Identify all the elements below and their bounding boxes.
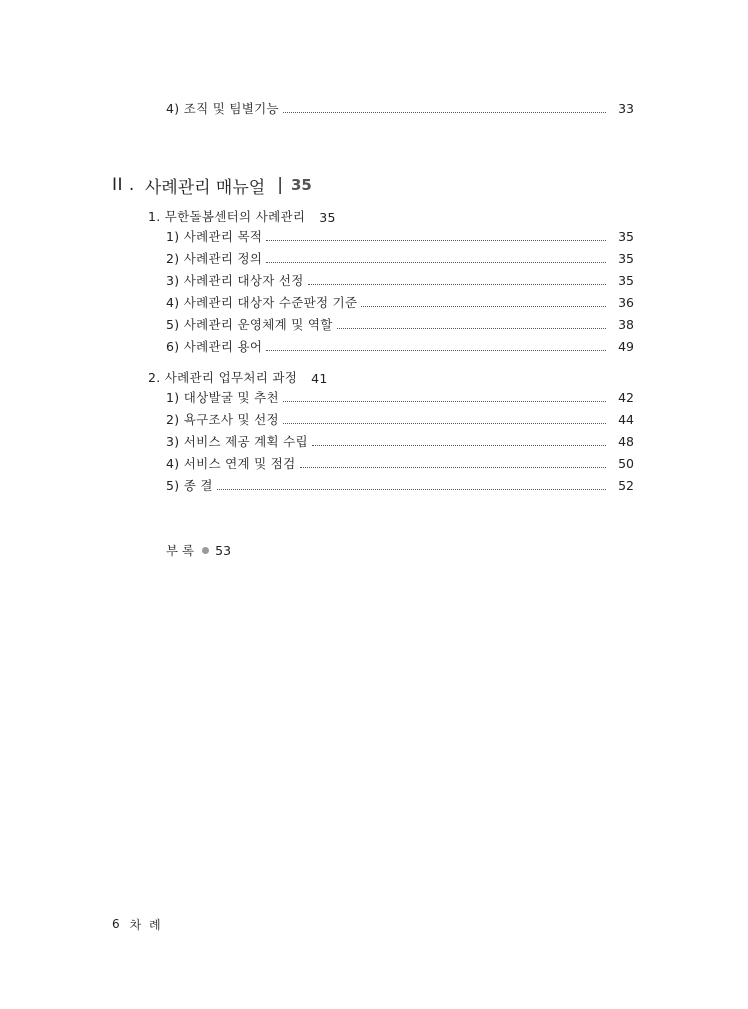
toc-item-page: 35 <box>618 251 634 266</box>
toc-item-label: 5) 종 결 <box>166 478 213 493</box>
section-label: 1. 무한돌봄센터의 사례관리 <box>148 209 306 224</box>
bullet-dot-icon <box>202 547 209 554</box>
toc-item-label: 5) 사례관리 운영체계 및 역할 <box>166 317 333 332</box>
toc-item-page: 35 <box>618 273 634 288</box>
appendix-page: 53 <box>215 542 232 558</box>
toc-item-label: 2) 사례관리 정의 <box>166 251 263 266</box>
toc-item-page: 33 <box>618 101 634 116</box>
toc-item[interactable] <box>166 226 634 246</box>
toc-item[interactable] <box>166 409 634 429</box>
section-heading[interactable] <box>148 205 336 225</box>
toc-item[interactable] <box>166 336 634 356</box>
toc-item-page: 52 <box>618 478 634 493</box>
dot-leader <box>266 262 606 263</box>
dot-leader <box>308 284 606 285</box>
toc-item-label: 4) 사례관리 대상자 수준판정 기준 <box>166 295 358 310</box>
chapter-number: II . <box>112 175 135 195</box>
toc-item-page: 48 <box>618 434 634 449</box>
toc-item[interactable] <box>166 314 634 334</box>
toc-item[interactable] <box>166 387 634 407</box>
toc-item-page: 50 <box>618 456 634 471</box>
appendix-entry[interactable] <box>166 540 231 560</box>
toc-item-page: 49 <box>618 339 634 354</box>
chapter-separator: | <box>277 175 283 195</box>
dot-leader <box>266 240 606 241</box>
section-heading[interactable] <box>148 366 328 386</box>
page-footer <box>112 914 163 934</box>
toc-item-label: 3) 사례관리 대상자 선정 <box>166 273 304 288</box>
dot-leader <box>337 328 606 329</box>
toc-item-label: 3) 서비스 제공 계획 수립 <box>166 434 308 449</box>
dot-leader <box>312 445 606 446</box>
section-page: 41 <box>311 371 328 386</box>
toc-item[interactable] <box>166 270 634 290</box>
dot-leader <box>266 350 606 351</box>
section-page: 35 <box>319 210 336 225</box>
toc-item-page: 44 <box>618 412 634 427</box>
toc-item-page: 35 <box>618 229 634 244</box>
toc-item[interactable] <box>166 453 634 473</box>
toc-item-label: 1) 대상발굴 및 추천 <box>166 390 279 405</box>
chapter-heading[interactable] <box>112 172 312 198</box>
footer-page-number: 6 <box>112 917 120 931</box>
toc-item-page: 42 <box>618 390 634 405</box>
toc-item-label: 1) 사례관리 목적 <box>166 229 263 244</box>
toc-item[interactable] <box>166 98 634 118</box>
dot-leader <box>283 401 606 402</box>
appendix-label: 부 록 <box>166 543 195 558</box>
dot-leader <box>361 306 606 307</box>
toc-item-label: 4) 조직 및 팀별기능 <box>166 101 279 116</box>
toc-item[interactable] <box>166 475 634 495</box>
chapter-title: 사례관리 매뉴얼 <box>144 177 266 198</box>
toc-item-label: 4) 서비스 연계 및 점검 <box>166 456 296 471</box>
dot-leader <box>217 489 606 490</box>
toc-item-label: 2) 욕구조사 및 선정 <box>166 412 279 427</box>
toc-item[interactable] <box>166 431 634 451</box>
dot-leader <box>300 467 606 468</box>
toc-item[interactable] <box>166 248 634 268</box>
footer-running-title: 차 례 <box>129 917 163 932</box>
dot-leader <box>283 112 606 113</box>
dot-leader <box>283 423 606 424</box>
toc-item-page: 36 <box>618 295 634 310</box>
toc-item-page: 38 <box>618 317 634 332</box>
chapter-page: 35 <box>290 176 312 194</box>
toc-item-label: 6) 사례관리 용어 <box>166 339 263 354</box>
toc-item[interactable] <box>166 292 634 312</box>
section-label: 2. 사례관리 업무처리 과정 <box>148 370 298 385</box>
